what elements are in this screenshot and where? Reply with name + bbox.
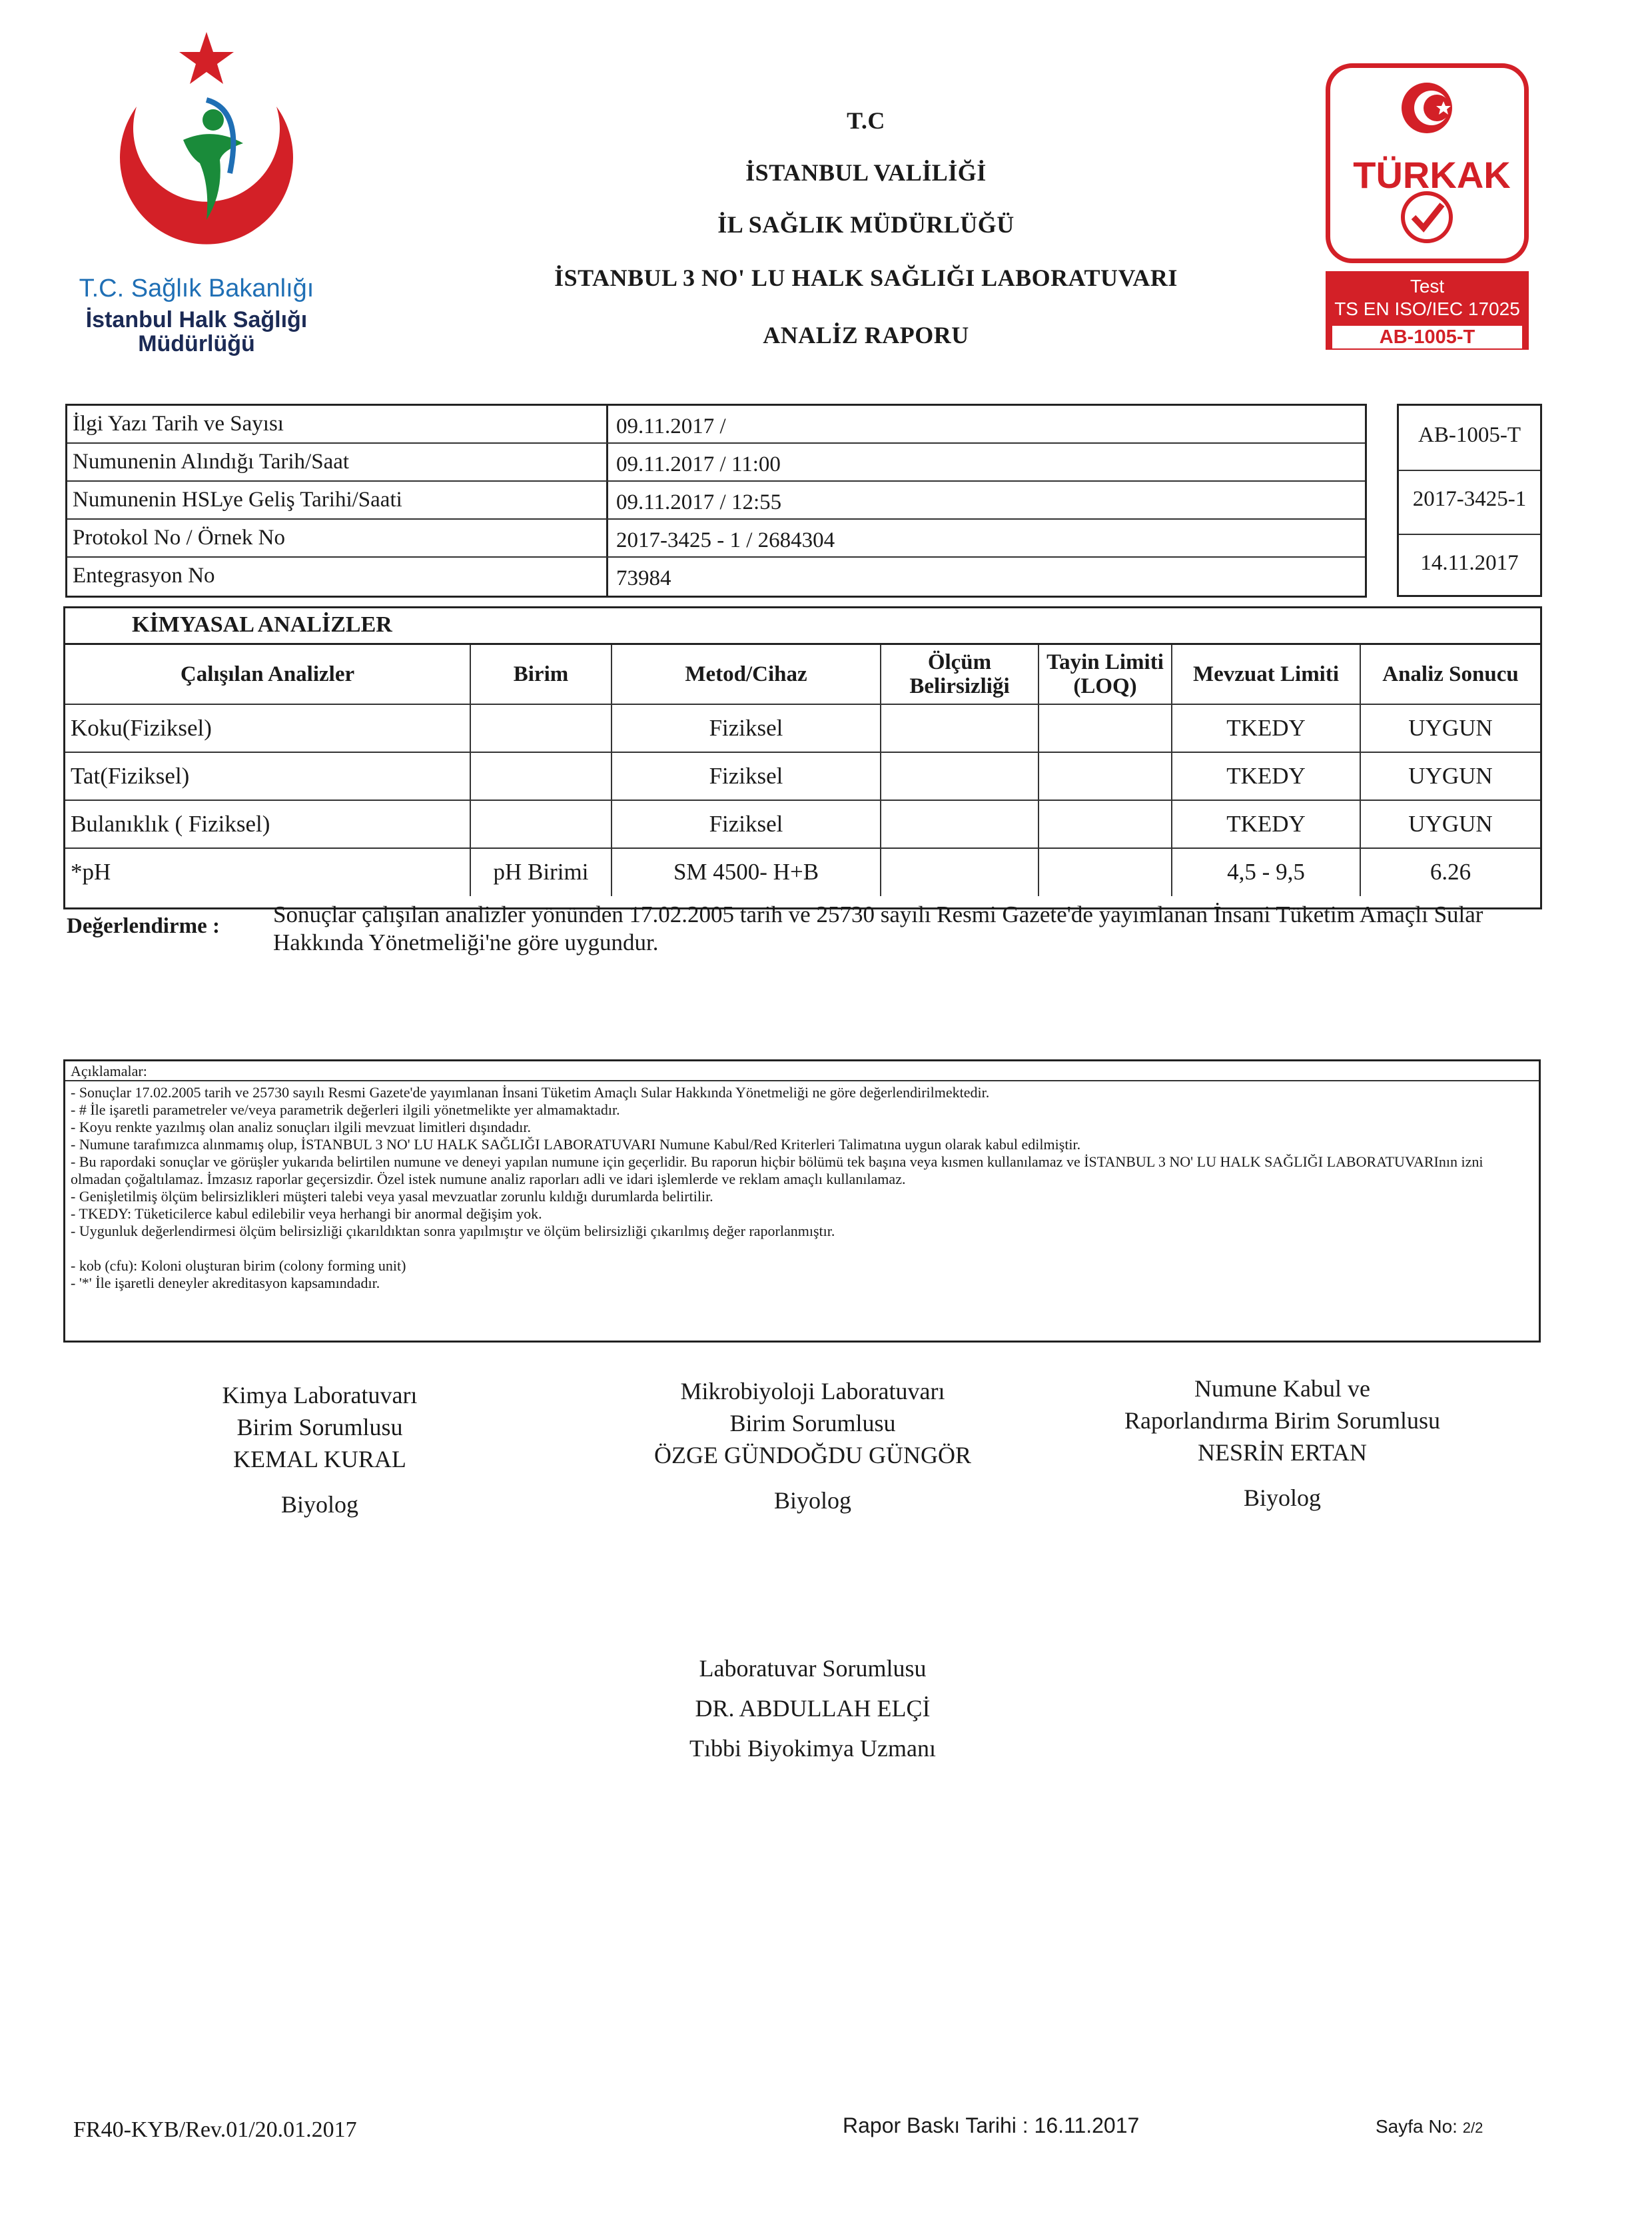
result-cell: UYGUN bbox=[1360, 800, 1540, 848]
unit-name-line2: Müdürlüğü bbox=[138, 331, 255, 356]
signature-gap bbox=[153, 1475, 486, 1488]
info-value: 2017-3425 - 1 / 2684304 bbox=[616, 528, 835, 552]
info-value: 09.11.2017 / 12:55 bbox=[616, 490, 782, 514]
signature-gap bbox=[580, 1684, 1046, 1692]
note-item: - kob (cfu): Koloni oluşturan birim (colony forming unit) bbox=[71, 1257, 406, 1274]
signature-dept: Numune Kabul ve bbox=[1194, 1375, 1370, 1402]
note-item: - Uygunluk değerlendirmesi ölçüm belirsizliği çıkarıldıktan sonra yapılmıştır ve ölçüm belirsizliği çıkarılmış değer raporlanmıştır. bbox=[71, 1223, 835, 1239]
column-header: Birim bbox=[470, 644, 612, 704]
signature-chemistry bbox=[153, 1379, 486, 1520]
analysis-name: Koku(Fiziksel) bbox=[65, 704, 470, 752]
info-value: 73984 bbox=[616, 566, 671, 590]
signature-title: Biyolog bbox=[773, 1487, 851, 1514]
limit-cell: TKEDY bbox=[1172, 800, 1360, 848]
page-number-line bbox=[1376, 2116, 1483, 2137]
info-label: İlgi Yazı Tarih ve Sayısı bbox=[67, 406, 608, 442]
turkak-logo bbox=[1326, 63, 1529, 356]
uncertainty-cell bbox=[881, 704, 1038, 752]
explanations-title: Açıklamalar: bbox=[65, 1061, 1539, 1081]
column-header: Çalışılan Analizler bbox=[65, 644, 470, 704]
signature-gap bbox=[1066, 1468, 1499, 1482]
info-row bbox=[67, 482, 1365, 520]
signature-title: Biyolog bbox=[1243, 1484, 1321, 1511]
evaluation-text: Sonuçlar çalışılan analizler yönünden 17.02.2005 tarih ve 25730 sayılı Resmi Gazete'de yayımlanan İnsani Tüketim Amaçlı Sular Hakkında Yönetmeliği'ne göre uygundur. bbox=[273, 901, 1483, 955]
uncertainty-cell bbox=[881, 800, 1038, 848]
signature-lab-head bbox=[580, 1652, 1046, 1764]
loq-cell bbox=[1038, 704, 1172, 752]
form-code: FR40-KYB/Rev.01/20.01.2017 bbox=[73, 2117, 357, 2142]
signature-title: Tıbbi Biyokimya Uzmanı bbox=[689, 1735, 936, 1762]
turkak-frame bbox=[1326, 63, 1529, 263]
unit-cell bbox=[470, 704, 612, 752]
ref-divider bbox=[1399, 470, 1540, 471]
column-header: Analiz Sonucu bbox=[1360, 644, 1540, 704]
column-header: Tayin Limiti (LOQ) bbox=[1038, 644, 1172, 704]
analysis-name: Tat(Fiziksel) bbox=[65, 752, 470, 800]
signature-name: ÖZGE GÜNDOĞDU GÜNGÖR bbox=[654, 1442, 971, 1468]
signature-role: Birim Sorumlusu bbox=[729, 1410, 896, 1436]
explanations-box bbox=[63, 1059, 1541, 1343]
note-item: - Koyu renkte yazılmış olan analiz sonuçları ilgili mevzuat limitleri dışındadır. bbox=[71, 1119, 531, 1135]
chemical-analysis-title: KİMYASAL ANALİZLER bbox=[132, 612, 392, 637]
method-cell: Fiziksel bbox=[612, 800, 881, 848]
column-header: Metod/Cihaz bbox=[612, 644, 881, 704]
page-number: 2/2 bbox=[1462, 2119, 1483, 2136]
limit-cell: TKEDY bbox=[1172, 704, 1360, 752]
signature-dept: Mikrobiyoloji Laboratuvarı bbox=[680, 1378, 945, 1404]
uncertainty-cell bbox=[881, 848, 1038, 896]
unit-cell bbox=[470, 800, 612, 848]
limit-cell: TKEDY bbox=[1172, 752, 1360, 800]
crescent-star-icon bbox=[90, 27, 303, 267]
note-item: - '*' İle işaretli deneyler akreditasyon kapsamındadır. bbox=[71, 1275, 380, 1291]
loq-cell bbox=[1038, 848, 1172, 896]
signature-name: NESRİN ERTAN bbox=[1198, 1439, 1367, 1466]
result-cell: UYGUN bbox=[1360, 752, 1540, 800]
chemical-analysis-section bbox=[63, 606, 1542, 909]
limit-cell: 4,5 - 9,5 bbox=[1172, 848, 1360, 896]
signature-role: Birim Sorumlusu bbox=[236, 1414, 403, 1440]
result-cell: UYGUN bbox=[1360, 704, 1540, 752]
ministry-logo bbox=[63, 27, 330, 356]
method-cell: SM 4500- H+B bbox=[612, 848, 881, 896]
note-item: - Sonuçlar 17.02.2005 tarih ve 25730 sayılı Resmi Gazete'de yayımlanan İnsani Tüketim Amaçlı Sular Hakkında Yönetmeliği ne göre değerlendirilmektedir. bbox=[71, 1084, 990, 1101]
analysis-name: Bulanıklık ( Fiziksel) bbox=[65, 800, 470, 848]
chemical-analysis-table bbox=[65, 643, 1540, 896]
sample-info-table bbox=[65, 404, 1367, 598]
turkak-standard: TS EN ISO/IEC 17025 bbox=[1334, 298, 1520, 319]
print-date-label: Rapor Baskı Tarihi : bbox=[843, 2113, 1029, 2137]
signature-title: Biyolog bbox=[280, 1491, 358, 1518]
signature-role: Laboratuvar Sorumlusu bbox=[699, 1655, 927, 1682]
note-item: - TKEDY: Tüketicilerce kabul edilebilir veya herhangi bir anormal değişim yok. bbox=[71, 1205, 542, 1222]
signature-gap bbox=[580, 1471, 1046, 1484]
note-spacer bbox=[71, 1240, 1533, 1257]
info-value: 09.11.2017 / bbox=[616, 414, 726, 438]
ministry-name: T.C. Sağlık Bakanlığı bbox=[79, 275, 314, 302]
signature-microbiology bbox=[580, 1375, 1046, 1516]
table-row bbox=[65, 752, 1540, 800]
page-label: Sayfa No: bbox=[1376, 2116, 1457, 2137]
info-value: 09.11.2017 / 11:00 bbox=[616, 452, 781, 476]
accreditation-code: AB-1005-T bbox=[1418, 423, 1521, 447]
report-title: ANALİZ RAPORU bbox=[763, 322, 969, 348]
result-cell: 6.26 bbox=[1360, 848, 1540, 896]
analysis-name: *pH bbox=[65, 848, 470, 896]
method-cell: Fiziksel bbox=[612, 704, 881, 752]
evaluation-label: Değerlendirme : bbox=[67, 914, 220, 938]
unit-cell bbox=[470, 752, 612, 800]
column-header: Ölçüm Belirsizliği bbox=[881, 644, 1038, 704]
info-label: Entegrasyon No bbox=[67, 558, 608, 596]
note-item: - Genişletilmiş ölçüm belirsizlikleri müşteri talebi veya yasal mevzuatlar zorunlu kıldığı durumlarda belirtilir. bbox=[71, 1188, 713, 1205]
note-item: - Bu rapordaki sonuçlar ve görüşler yukarıda belirtilen numune ve deneyi yapılan numune için geçerlidir. Bu raporun hiçbir bölümü tek başına veya kısmen kullanılamaz ve İSTANBUL 3 NO' LU HALK SAĞLIĞI LABORATUVARInın izni olmadan çoğaltılamaz. İmzasız raporlar geçersizdir. Özel istek numune analiz raporları adli ve idari işlemlerde ve reklam amaçlı kullanılamaz. bbox=[71, 1153, 1483, 1187]
table-row bbox=[65, 848, 1540, 896]
protocol-code: 2017-3425-1 bbox=[1412, 487, 1527, 511]
print-date-line bbox=[843, 2113, 1139, 2138]
header-mudurluk: İL SAĞLIK MÜDÜRLÜĞÜ bbox=[717, 211, 1015, 238]
info-row bbox=[67, 444, 1365, 482]
signature-gap bbox=[580, 1724, 1046, 1732]
reference-box bbox=[1397, 404, 1542, 597]
ref-divider bbox=[1399, 534, 1540, 535]
uncertainty-cell bbox=[881, 752, 1038, 800]
turkak-brand: TÜRKAK bbox=[1353, 154, 1511, 196]
header-tc: T.C bbox=[847, 107, 885, 134]
header-valilik: İSTANBUL VALİLİĞİ bbox=[745, 159, 987, 186]
info-row bbox=[67, 558, 1365, 596]
unit-cell: pH Birimi bbox=[470, 848, 612, 896]
info-row bbox=[67, 520, 1365, 558]
signature-name: DR. ABDULLAH ELÇİ bbox=[695, 1695, 931, 1722]
turkak-test: Test bbox=[1410, 276, 1445, 296]
method-cell: Fiziksel bbox=[612, 752, 881, 800]
column-header: Mevzuat Limiti bbox=[1172, 644, 1360, 704]
loq-cell bbox=[1038, 752, 1172, 800]
report-date: 14.11.2017 bbox=[1420, 551, 1519, 575]
note-item: - Numune tarafımızca alınmamış olup, İSTANBUL 3 NO' LU HALK SAĞLIĞI LABORATUVARI Numune Kabul/Red Kriterleri Talimatına uygun olarak kabul edilmiştir. bbox=[71, 1136, 1081, 1153]
loq-cell bbox=[1038, 800, 1172, 848]
unit-name-line1: İstanbul Halk Sağlığı bbox=[85, 307, 308, 332]
info-label: Numunenin Alındığı Tarih/Saat bbox=[67, 444, 608, 480]
info-label: Protokol No / Örnek No bbox=[67, 520, 608, 556]
note-item: - # İle işaretli parametreler ve/veya parametrik değerleri ilgili yönetmelikte yer almamaktadır. bbox=[71, 1101, 620, 1118]
turkak-code: AB-1005-T bbox=[1332, 326, 1522, 348]
table-row bbox=[65, 800, 1540, 848]
info-row bbox=[67, 406, 1365, 444]
table-header-row bbox=[65, 644, 1540, 704]
signature-role: Raporlandırma Birim Sorumlusu bbox=[1124, 1407, 1440, 1434]
signature-name: KEMAL KURAL bbox=[233, 1446, 406, 1472]
signature-sample-acceptance bbox=[1066, 1373, 1499, 1514]
table-row bbox=[65, 704, 1540, 752]
print-date: 16.11.2017 bbox=[1034, 2113, 1140, 2137]
header-lab: İSTANBUL 3 NO' LU HALK SAĞLIĞI LABORATUVARI bbox=[554, 265, 1178, 291]
signature-dept: Kimya Laboratuvarı bbox=[222, 1382, 418, 1408]
info-label: Numunenin HSLye Geliş Tarihi/Saati bbox=[67, 482, 608, 518]
unit-name bbox=[63, 308, 330, 356]
